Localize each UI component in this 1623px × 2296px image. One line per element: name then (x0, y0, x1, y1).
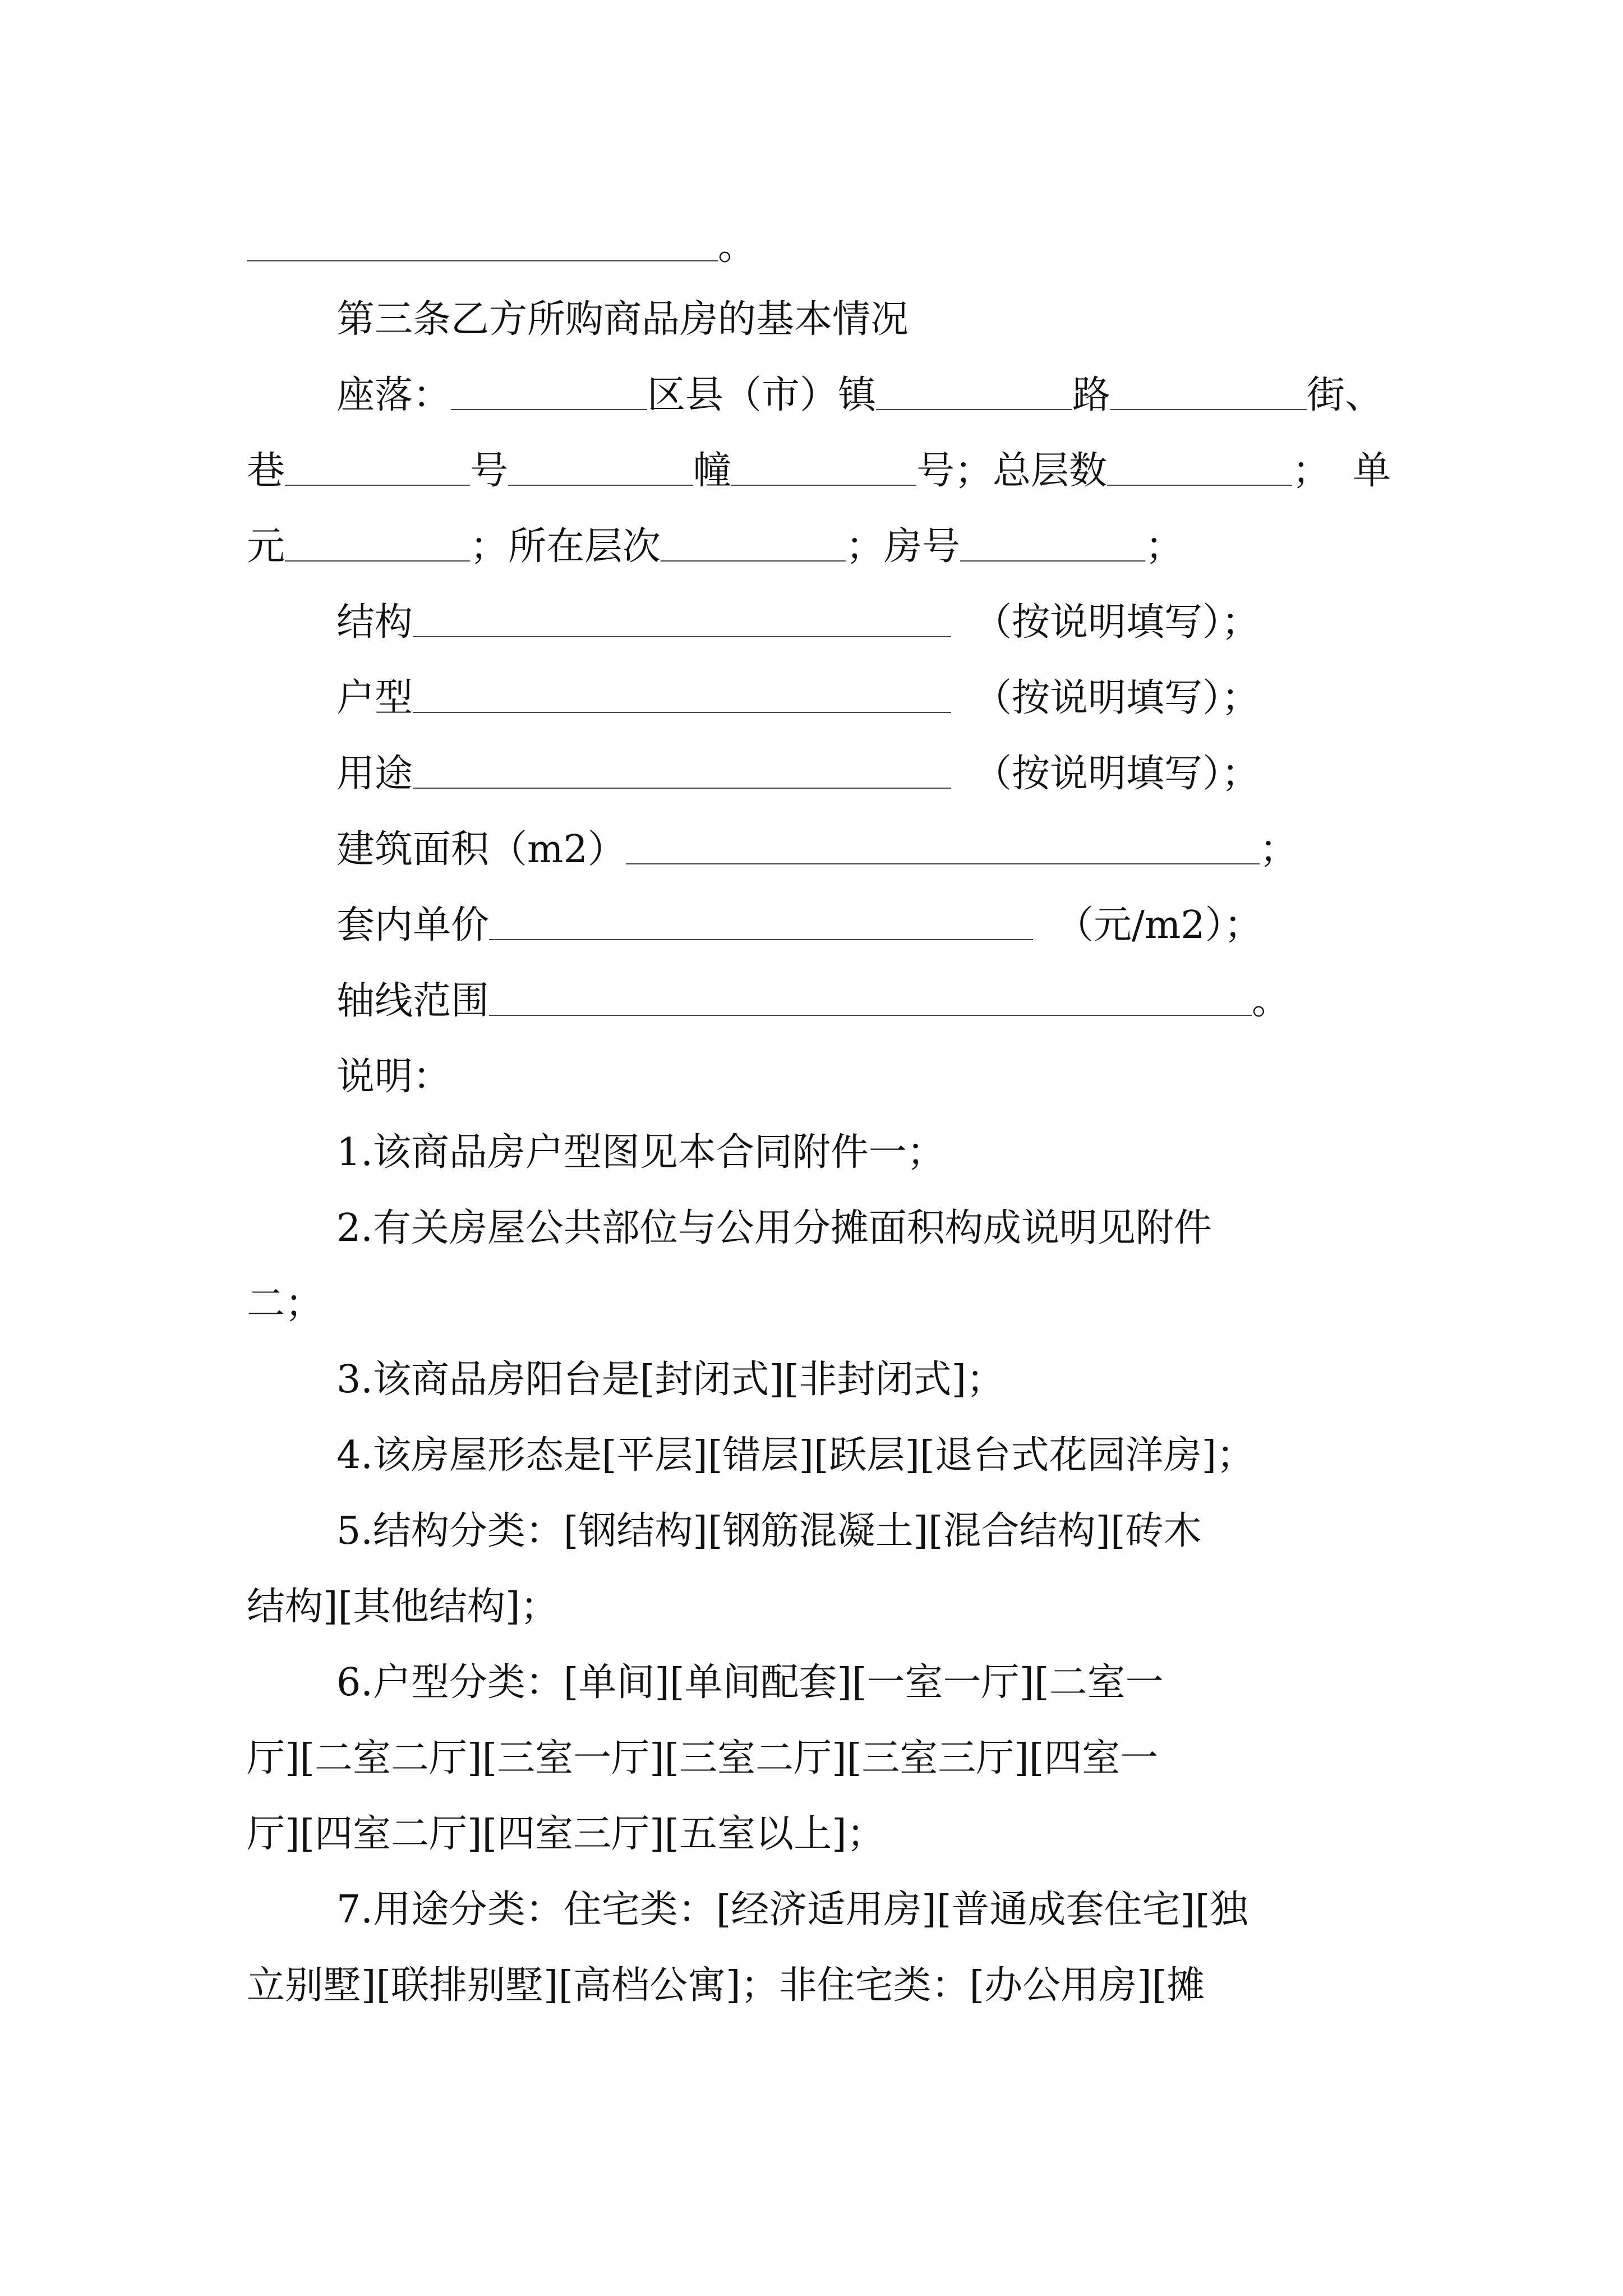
location-line-2: 巷 号 幢 号；总层数 ； 单 (247, 443, 1424, 499)
total-floors-input[interactable] (1107, 444, 1292, 486)
note-6: 6.户型分类：[单间][单间配套][一室一厅][二室一 (336, 1660, 1164, 1705)
note-7-cont: 立别墅][联排别墅][高档公寓]；非住宅类：[办公用房][摊 (247, 1963, 1205, 2008)
note-7: 7.用途分类：住宅类：[经济适用房][普通成套住宅][独 (336, 1888, 1248, 1932)
axis-input[interactable] (489, 974, 1252, 1016)
usage-line: 用途 （按说明填写）； (336, 746, 1514, 802)
floor-input[interactable] (661, 520, 846, 562)
blank-field[interactable] (247, 220, 718, 261)
area-line: 建筑面积（m2） ； (336, 822, 1514, 878)
note-6-cont-1: 厅][二室二厅][三室一厅][三室二厅][三室三厅][四室一 (247, 1736, 1159, 1780)
notes-heading: 说明： (336, 1055, 451, 1099)
note-2-cont: 二； (247, 1282, 324, 1326)
location-line-3: 元 ；所在层次 ；房号 ； (247, 519, 1424, 575)
note-1: 1.该商品房户型图见本合同附件一； (336, 1130, 945, 1175)
number-input[interactable] (508, 444, 693, 486)
note-4: 4.该房屋形态是[平层][错层][跃层][退台式花园洋房]； (336, 1433, 1255, 1478)
district-input[interactable] (451, 369, 647, 410)
location-line-1: 座落： 区县（市）镇 路 街、 (336, 367, 1514, 424)
layout-line: 户型 （按说明填写）； (336, 670, 1514, 726)
room-input[interactable] (960, 520, 1145, 562)
note-5: 5.结构分类：[钢结构][钢筋混凝土][混合结构][砖木 (336, 1509, 1202, 1553)
building-input[interactable] (731, 444, 916, 486)
article-title: 第三条乙方所购商品房的基本情况 (336, 297, 909, 342)
note-6-cont-2: 厅][四室二厅][四室三厅][五室以上]； (247, 1812, 885, 1856)
area-input[interactable] (626, 823, 1260, 864)
layout-input[interactable] (413, 671, 951, 713)
structure-line: 结构 （按说明填写）； (336, 595, 1514, 651)
note-5-cont: 结构][其他结构]； (247, 1585, 559, 1629)
street-input[interactable] (1110, 369, 1307, 410)
unit-input[interactable] (285, 520, 470, 562)
axis-line: 轴线范围 。 (336, 973, 1514, 1029)
continuation-line: 。 (247, 219, 1424, 275)
lane-input[interactable] (285, 444, 470, 486)
road-input[interactable] (876, 369, 1072, 410)
price-input[interactable] (489, 899, 1033, 940)
price-line: 套内单价 （元/m2）； (336, 898, 1514, 954)
note-2: 2.有关房屋公共部位与公用分摊面积构成说明见附件 (336, 1206, 1212, 1250)
usage-input[interactable] (413, 747, 951, 789)
structure-input[interactable] (413, 596, 951, 637)
note-3: 3.该商品房阳台是[封闭式][非封闭式]； (336, 1358, 1004, 1402)
